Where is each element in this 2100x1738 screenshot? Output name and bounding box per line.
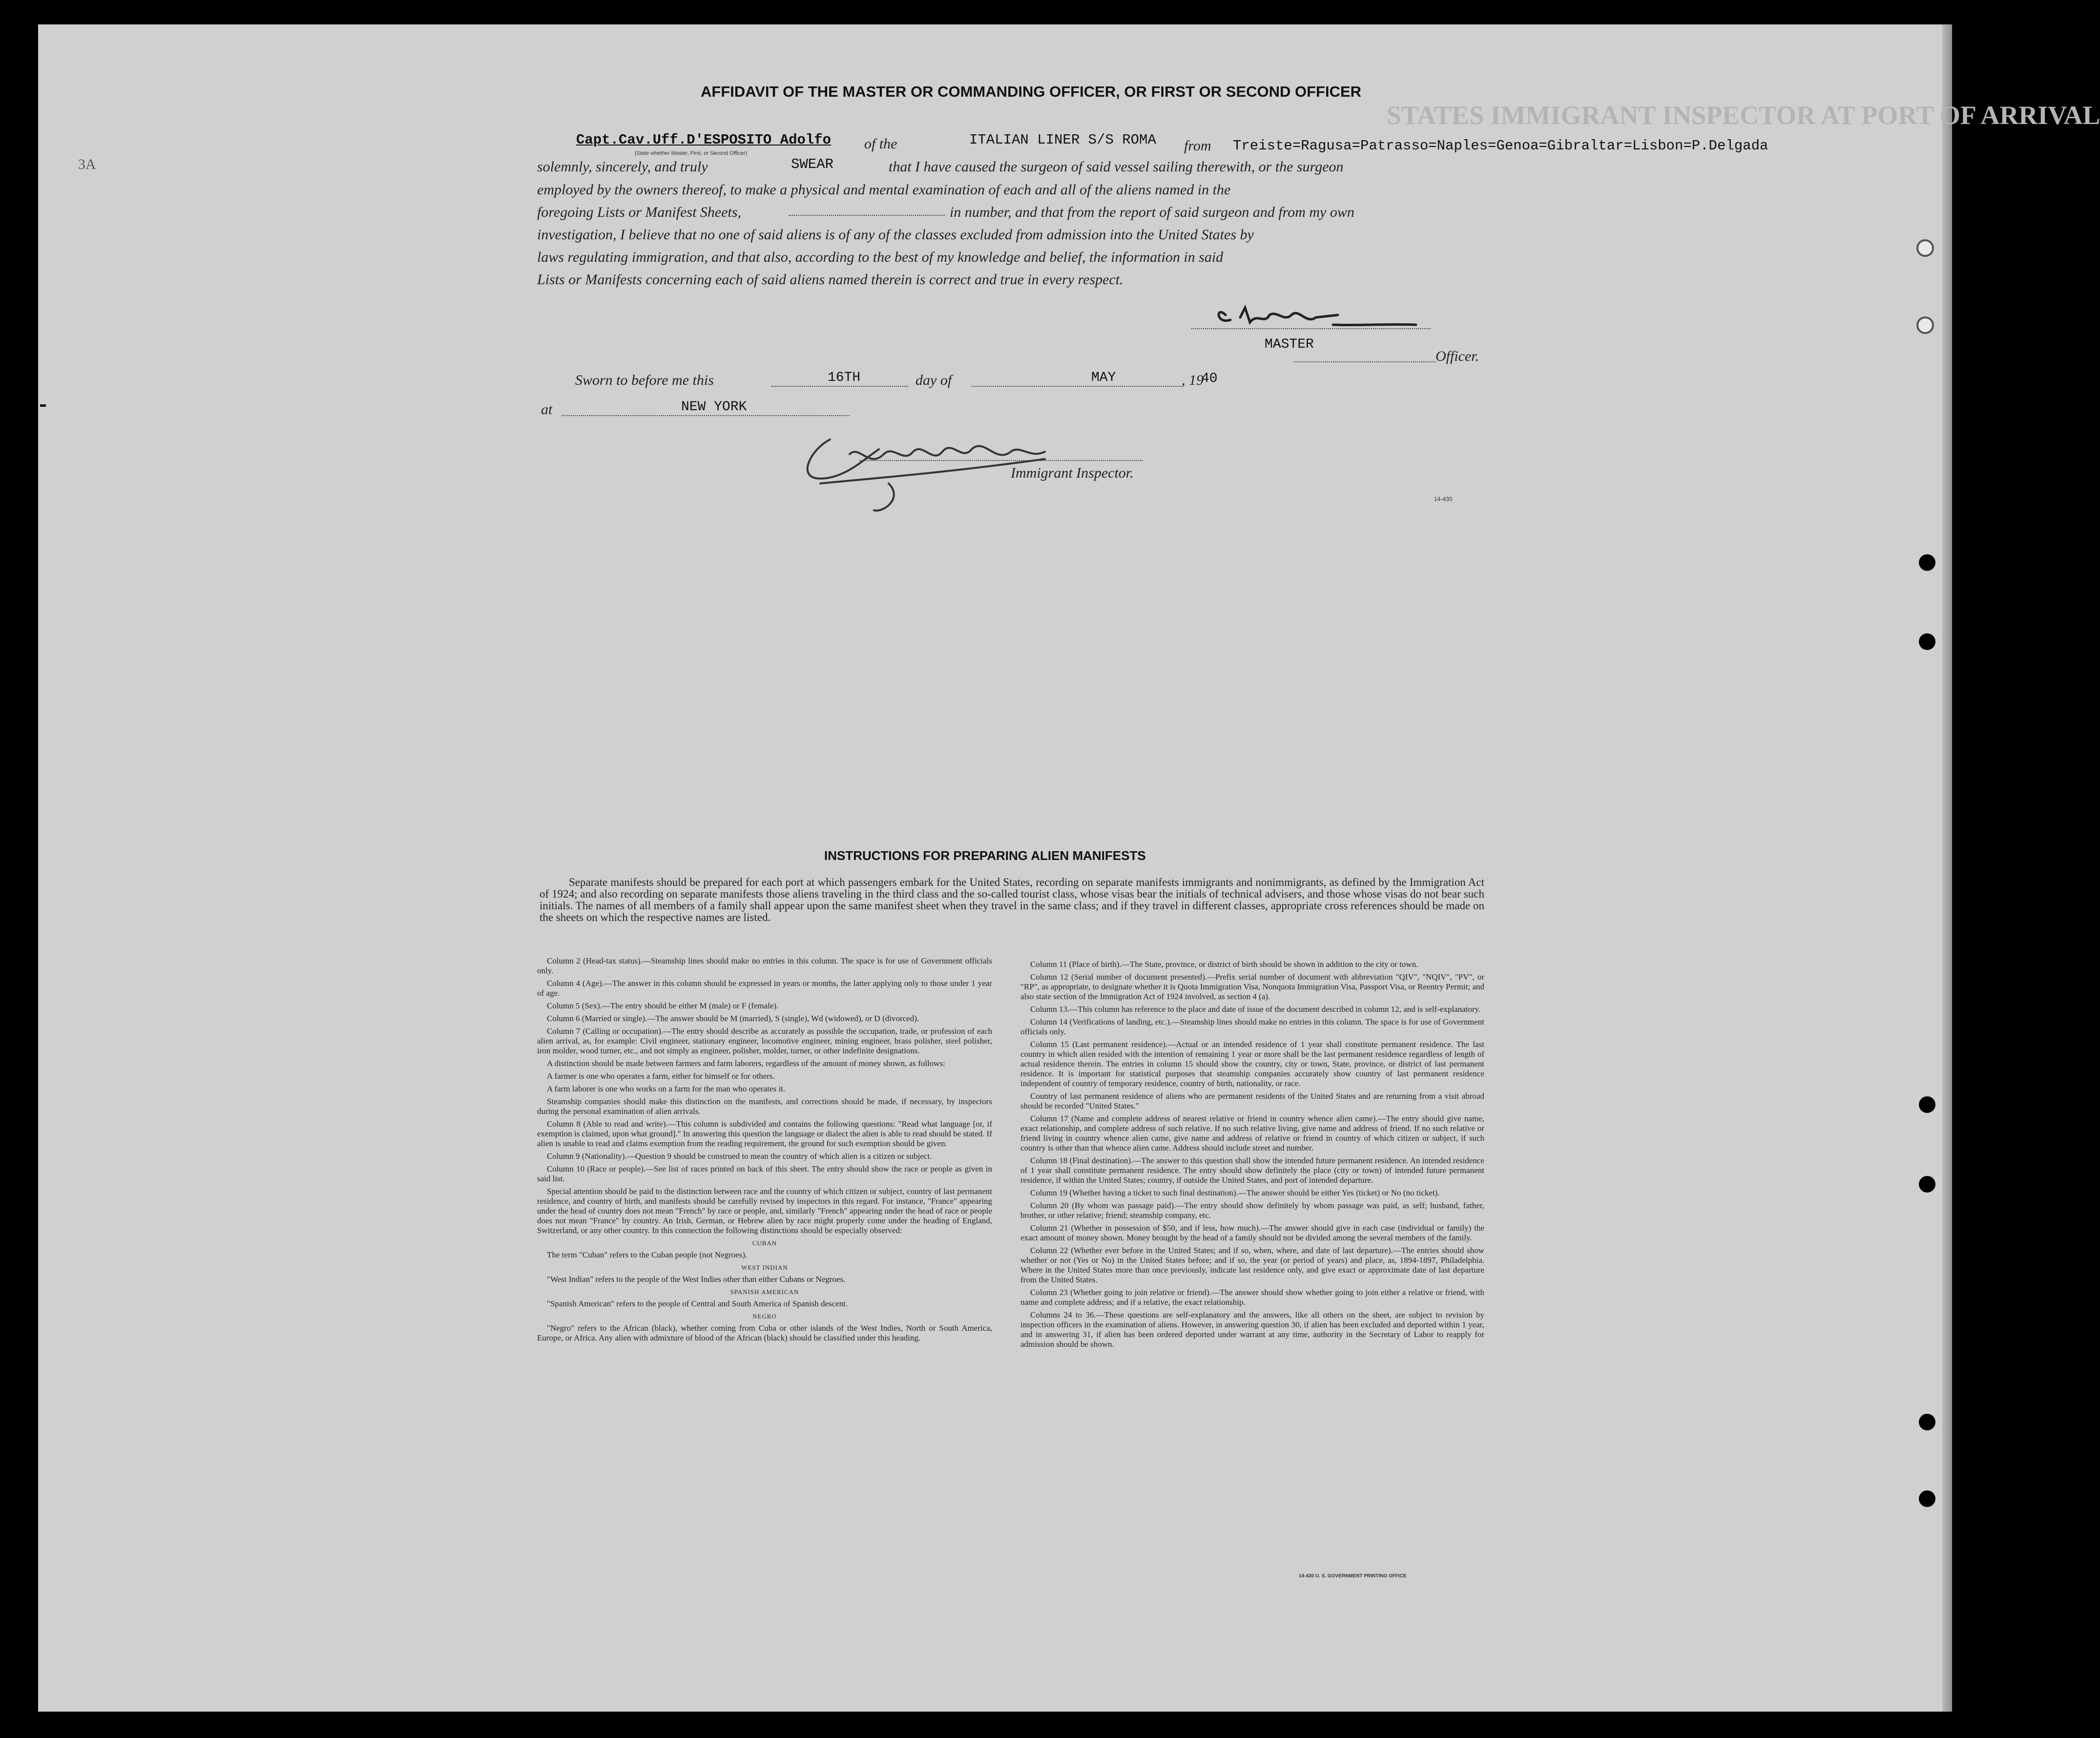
instructions-title: INSTRUCTIONS FOR PREPARING ALIEN MANIFESTS <box>824 848 1146 863</box>
master-signature-line <box>1191 328 1431 329</box>
affidavit-line-3a: foregoing Lists or Manifest Sheets, <box>537 204 742 220</box>
instruction-paragraph: Column 8 (Able to read and write).—This column is subdivided and contains the following questions: "Read what language [or, if exemption is claimed, upon what ground]." In answering this question the language or dialect the alien is able to read should be stated. If alien is unable to read and claims exemption from the reading requirement, the ground for such exemption should be given. <box>537 1119 992 1148</box>
binder-hole <box>1919 1490 1935 1507</box>
officer-line <box>1294 361 1435 362</box>
affidavit-line-3b: in number, and that from the report of said surgeon and from my own <box>950 204 1354 220</box>
instruction-paragraph: Column 5 (Sex).—The entry should be either M (male) or F (female). <box>547 1001 779 1010</box>
affidavit-line-2: employed by the owners thereof, to make a physical and mental examination of each and all of the aliens named in the <box>537 182 1231 198</box>
affidavit-line-4: investigation, I believe that no one of said aliens is of any of the classes excluded from admission into the United States by <box>537 227 1254 243</box>
instruction-paragraph: Column 2 (Head-tax status).—Steamship lines should make no entries in this column. The space is for use of Government officials only. <box>537 956 992 975</box>
place-line <box>561 415 850 416</box>
instruction-paragraph: A farmer is one who operates a farm, either for himself or for others. <box>547 1071 775 1081</box>
affidavit-line-5: laws regulating immigration, and that also, according to the best of my knowledge and belief, the information in said <box>537 249 1224 265</box>
margin-mark: 3A <box>78 156 96 172</box>
from-label: from <box>1184 138 1211 154</box>
instruction-paragraph: A farm laborer is one who works on a farm for the man who operates it. <box>547 1084 786 1093</box>
instruction-paragraph: Column 12 (Serial number of document presented).—Prefix serial number of document with abbreviation "QIV", "NQIV", "PV", or "RP", as appropriate, to designate whether it is Quota Immigration Visa, Nonquota Immigration Visa, Passport Visa, or Reentry Permit; and also state section of the Immigration Act of 1924 involved, as section 4 (a). <box>1020 972 1484 1001</box>
place: NEW YORK <box>681 399 747 415</box>
inspector-signature-line <box>859 460 1143 461</box>
page-edge <box>1942 24 1952 1712</box>
instruction-paragraph: Steamship companies should make this distinction on the manifests, and corrections should be made, if necessary, by inspectors during the personal examination of alien arrivals. <box>537 1097 992 1116</box>
sworn-prefix: Sworn to before me this <box>575 372 714 388</box>
cuban-definition: The term "Cuban" refers to the Cuban people (not Negroes). <box>547 1250 748 1259</box>
affidavit-line-1b: that I have caused the surgeon of said vessel sailing therewith, or the surgeon <box>889 159 1344 175</box>
route: Treiste=Ragusa=Patrasso=Naples=Genoa=Gibraltar=Lisbon=P.Delgada <box>1233 138 1768 154</box>
negro-definition: "Negro" refers to the African (black), whether coming from Cuba or other islands of the West Indies, North or South America, Europe, or Africa. Any alien with admixture of blood of the African (black) should be classified under this heading. <box>537 1323 992 1342</box>
instruction-paragraph: Column 21 (Whether in possession of $50, and if less, how much).—The answer should give in each case (individual or family) the exact amount of money shown. Money brought by the head of a family should not be divided among the several members of the family. <box>1020 1223 1484 1242</box>
instructions-right-column <box>1020 960 1484 1352</box>
instruction-paragraph: Column 4 (Age).—The answer in this column should be expressed in years or months, the latter applying only to those under 1 year of age. <box>537 979 992 998</box>
sworn-month: MAY <box>1091 370 1116 385</box>
instructions-left-column <box>537 956 992 1346</box>
instruction-paragraph: Column 13.—This column has reference to the place and date of issue of the document described in column 12, and is self-explanatory. <box>1030 1005 1481 1014</box>
inspector-label: Immigrant Inspector. <box>1011 465 1134 481</box>
cuban-heading: CUBAN <box>752 1239 777 1247</box>
instruction-paragraph: Column 17 (Name and complete address of nearest relative or friend in country whence alien came).—The entry should give name, exact relationship, and complete address of such relative. If no such relative living, give name and address of friend. If no such relative or friend living in country whence alien came, give name and address of relative or friend in country of which citizen or subject, if such country is other than that whence alien came. Address should include street and number. <box>1020 1114 1484 1152</box>
of-the-label: of the <box>864 136 897 152</box>
affidavit-line-1a: solemnly, sincerely, and truly <box>537 159 708 175</box>
sworn-day-line <box>771 386 908 387</box>
affidavit-line-6: Lists or Manifests concerning each of said aliens named therein is correct and true in every respect. <box>537 272 1123 288</box>
vessel-name: ITALIAN LINER S/S ROMA <box>969 132 1156 148</box>
affidavit-title: AFFIDAVIT OF THE MASTER OR COMMANDING OFFICER, OR FIRST OR SECOND OFFICER <box>701 83 1362 100</box>
binder-hole <box>1919 1176 1935 1193</box>
sheet-count-blank <box>789 215 945 216</box>
spanish-american-heading: SPANISH AMERICAN <box>730 1288 799 1296</box>
printer-imprint: 14-430 U. S. GOVERNMENT PRINTING OFFICE <box>1299 1573 1407 1579</box>
binder-hole <box>1919 554 1935 571</box>
instruction-paragraph: Country of last permanent residence of aliens who are permanent residents of the United States and are returning from a visit abroad should be recorded "United States." <box>1020 1091 1484 1110</box>
west-indian-heading: WEST INDIAN <box>741 1264 788 1271</box>
sworn-month-line <box>972 386 1182 387</box>
officer-label: Officer. <box>1435 348 1479 364</box>
instruction-paragraph: Column 23 (Whether going to join relative or friend).—The answer should show whether going to join either a relative or friend, with name and complete address; and if a relative, the exact relationship. <box>1020 1288 1484 1307</box>
instruction-paragraph: A distinction should be made between farmers and farm laborers, regardless of the amount of money shown, as follows: <box>547 1059 945 1068</box>
oath: SWEAR <box>791 156 834 172</box>
bleed-through-text: STATES IMMIGRANT INSPECTOR AT PORT OF ARRIVAL <box>1387 101 2100 130</box>
instruction-paragraph: Column 14 (Verifications of landing, etc.).—Steamship lines should make no entries in this column. The space is for use of Government officials only. <box>1020 1017 1484 1036</box>
instruction-paragraph: Column 10 (Race or people).—See list of races printed on back of this sheet. The entry should show the race or people as given in said list. <box>537 1164 992 1183</box>
binder-hole <box>1919 633 1935 650</box>
year-suffix: 40 <box>1201 371 1218 386</box>
west-indian-definition: "West Indian" refers to the people of the West Indies other than either Cubans or Negroes. <box>547 1275 846 1284</box>
at-label: at <box>541 401 553 418</box>
instruction-paragraph: Column 22 (Whether ever before in the United States; and if so, when, where, and date of last departure).—The entries should show whether or not (Yes or No) in the United States before; and if so, the year (or period of years) and place, as, 1894-1897, Philadelphia. Where in the United States more than once previously, indicate last residence only, and give exact or approximate date of last departure from the United States. <box>1020 1246 1484 1284</box>
margin-tick <box>40 404 46 407</box>
instruction-paragraph: Column 7 (Calling or occupation).—The entry should describe as accurately as possible the occupation, trade, or profession of each alien arrival, as, for example: Civil engineer, stationary engineer, locomotive engineer, mining engineer, brass polisher, steel polisher, iron molder, wood turner, etc., and not simply as engineer, polisher, molder, turner, or other indefinite designations. <box>537 1026 992 1055</box>
instructions-intro <box>540 877 1484 923</box>
instruction-paragraph: Column 15 (Last permanent residence).—Actual or an intended residence of 1 year shall constitute permanent residence. The last country in which alien resided with the intention of remaining 1 year or more shall be the last permanent residence regardless of length of actual residence therein. The entries in column 15 should show the country, city or town, State, province, or district of last permanent residence. It is important for statistical purposes that steamship companies accurately show country of last permanent residence independent of country of temporary residence, country of birth, nationality, or race. <box>1020 1040 1484 1088</box>
negro-heading: NEGRO <box>752 1313 777 1320</box>
officer-name: Capt.Cav.Uff.D'ESPOSITO Adolfo <box>576 132 832 148</box>
form-number: 14-430 <box>1434 496 1453 503</box>
instruction-paragraph: Columns 24 to 36.—These questions are self-explanatory and the answers, like all others on the sheet, are subject to revision by inspection officers in the examination of aliens. However, in answering question 30, if alien has been excluded and deported within 1 year, and in answering 31, if alien has been ordered deported under warrant at any time, authority in the Secretary of Labor to reapply for admission should be shown. <box>1020 1310 1484 1349</box>
instruction-paragraph: Column 6 (Married or single).—The answer should be M (married), S (single), Wd (widowed), or D (divorced). <box>547 1014 919 1023</box>
binder-hole <box>1916 239 1934 257</box>
instruction-paragraph: Column 9 (Nationality).—Question 9 should be construed to mean the country of which alien is a citizen or subject. <box>547 1152 932 1161</box>
instruction-paragraph: Column 20 (By whom was passage paid).—The entry should show definitely by whom passage was paid, as self; husband, father, brother, or other relative; friend; steamship company, etc. <box>1020 1201 1484 1220</box>
binder-hole <box>1916 316 1934 334</box>
binder-hole <box>1919 1096 1935 1113</box>
day-of-label: day of <box>915 372 952 388</box>
instruction-paragraph: Column 19 (Whether having a ticket to such final destination).—The answer should be either Yes (ticket) or No (no ticket). <box>1030 1188 1440 1197</box>
instruction-paragraph: Special attention should be paid to the distinction between race and the country of which citizen or subject, country of last permanent residence, and country of birth, and manifests should be carefully revised by inspectors in this regard. For instance, "France" appearing under the head of country does not mean "French" by race or people, and, similarly "French" appearing under the head of race or people does not mean "France" by country. An Irish, German, or Hebrew alien by race might properly come under the heading of England, Switzerland, or any other country. In this connection the following distinctions should be especially observed: <box>537 1187 992 1235</box>
spanish-american-definition: "Spanish American" refers to the people of Central and South America of Spanish descent. <box>547 1299 848 1308</box>
sworn-day: 16TH <box>828 370 861 385</box>
officer-caption: (State whether Master, First, or Second Officer) <box>635 150 748 156</box>
binder-hole <box>1919 1414 1935 1430</box>
rank: MASTER <box>1265 337 1314 352</box>
instruction-paragraph: Column 18 (Final destination).—The answer to this question shall show the intended future permanent residence. An intended residence of 1 year shall constitute permanent residence. The entry should show definitely the place (city or town) of intended future permanent residence, if within the United States; country, if outside the United States, and port of intended departure. <box>1020 1156 1484 1185</box>
instruction-paragraph: Column 11 (Place of birth).—The State, province, or district of birth should be shown in addition to the city or town. <box>1030 960 1418 969</box>
year-prefix: , 19 <box>1182 372 1204 388</box>
intro-paragraph: Separate manifests should be prepared for each port at which passengers embark for the United States, recording on separate manifests immigrants and nonimmigrants, as defined by the Immigration Act of 1924; and also recording on separate manifests those aliens traveling in the third class and the so-called tourist class, whose visas bear the initials of technical advisers, and those whose visas do not bear such initials. The names of all members of a family shall appear upon the same manifest sheet when they travel in the same class; and if they travel in different classes, appropriate cross references should be made on the sheets on which the respective names are listed. <box>540 876 1484 923</box>
